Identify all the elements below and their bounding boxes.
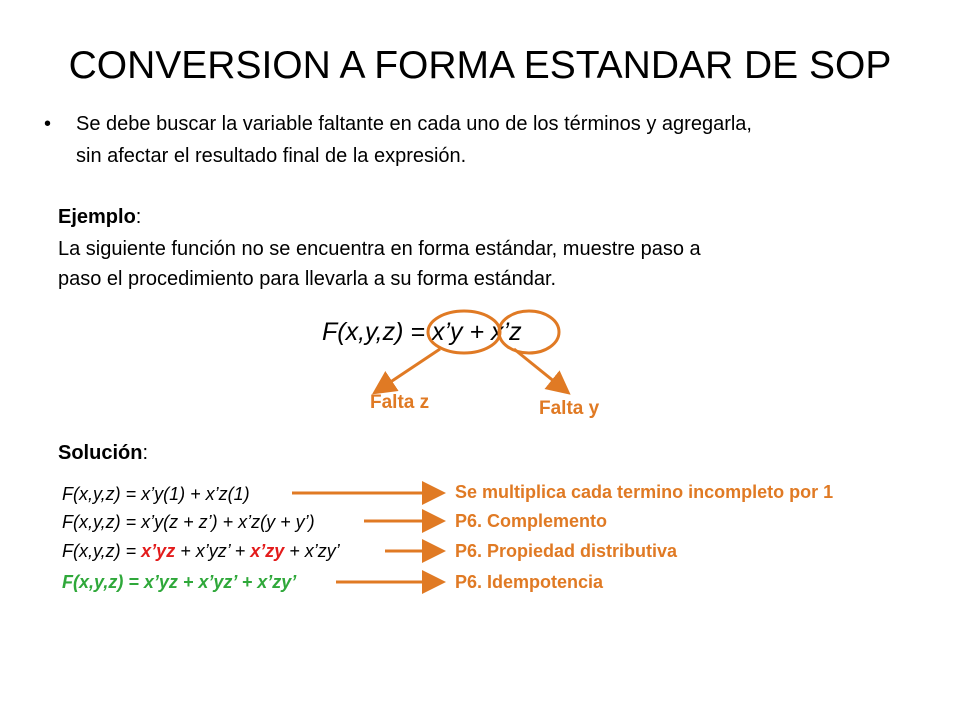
step-3-suffix: + x’zy’ xyxy=(284,541,340,561)
step-2-note: P6. Complemento xyxy=(455,511,608,531)
falta-y-label: Falta y xyxy=(539,398,600,419)
bullet-text-line-1: Se debe buscar la variable faltante en cada uno de los términos y agregarla, xyxy=(76,113,752,135)
example-colon: : xyxy=(135,206,142,228)
step-3-red-term-1: x’yz xyxy=(141,541,176,561)
falta-y-arrow xyxy=(514,349,566,391)
term-1-highlight-ellipse xyxy=(428,311,500,353)
term-2-highlight-ellipse xyxy=(499,311,559,353)
step-3-red-term-2: x’zy xyxy=(250,541,285,561)
bullet-marker: • xyxy=(44,113,52,135)
function-lhs: F(x,y,z) = xyxy=(322,318,432,346)
falta-z-label: Falta z xyxy=(370,392,430,413)
step-1-expression: F(x,y,z) = x’y(1) + x’z(1) xyxy=(62,484,250,504)
step-2-expression: F(x,y,z) = x’y(z + z’) + x’z(y + y’) xyxy=(62,512,315,532)
step-3-prefix: F(x,y,z) = xyxy=(62,541,142,561)
function-term-1: x’y xyxy=(431,318,463,346)
step-4-expression: F(x,y,z) = x’yz + x’yz’ + x’zy’ xyxy=(62,572,297,592)
step-3-middle: + x’yz’ + xyxy=(175,541,251,561)
solution-label: Solución xyxy=(58,442,143,464)
solution-colon: : xyxy=(142,442,149,464)
step-4-note: P6. Idempotencia xyxy=(455,572,604,592)
solution-heading xyxy=(58,442,148,465)
step-3-expression xyxy=(62,541,340,562)
example-text-line-2: paso el procedimiento para llevarla a su forma estándar. xyxy=(58,268,557,290)
falta-z-arrow xyxy=(377,349,440,391)
step-1-note: Se multiplica cada termino incompleto por 1 xyxy=(455,482,834,502)
step-3-note: P6. Propiedad distributiva xyxy=(455,541,678,561)
bullet-text-line-2: sin afectar el resultado final de la expresión. xyxy=(76,145,467,167)
example-label: Ejemplo xyxy=(58,206,136,228)
function-term-2: x’z xyxy=(491,318,522,346)
function-plus: + xyxy=(462,318,492,346)
slide-title: CONVERSION A FORMA ESTANDAR DE SOP xyxy=(68,44,892,87)
example-text-line-1: La siguiente función no se encuentra en forma estándar, muestre paso a xyxy=(58,238,701,260)
